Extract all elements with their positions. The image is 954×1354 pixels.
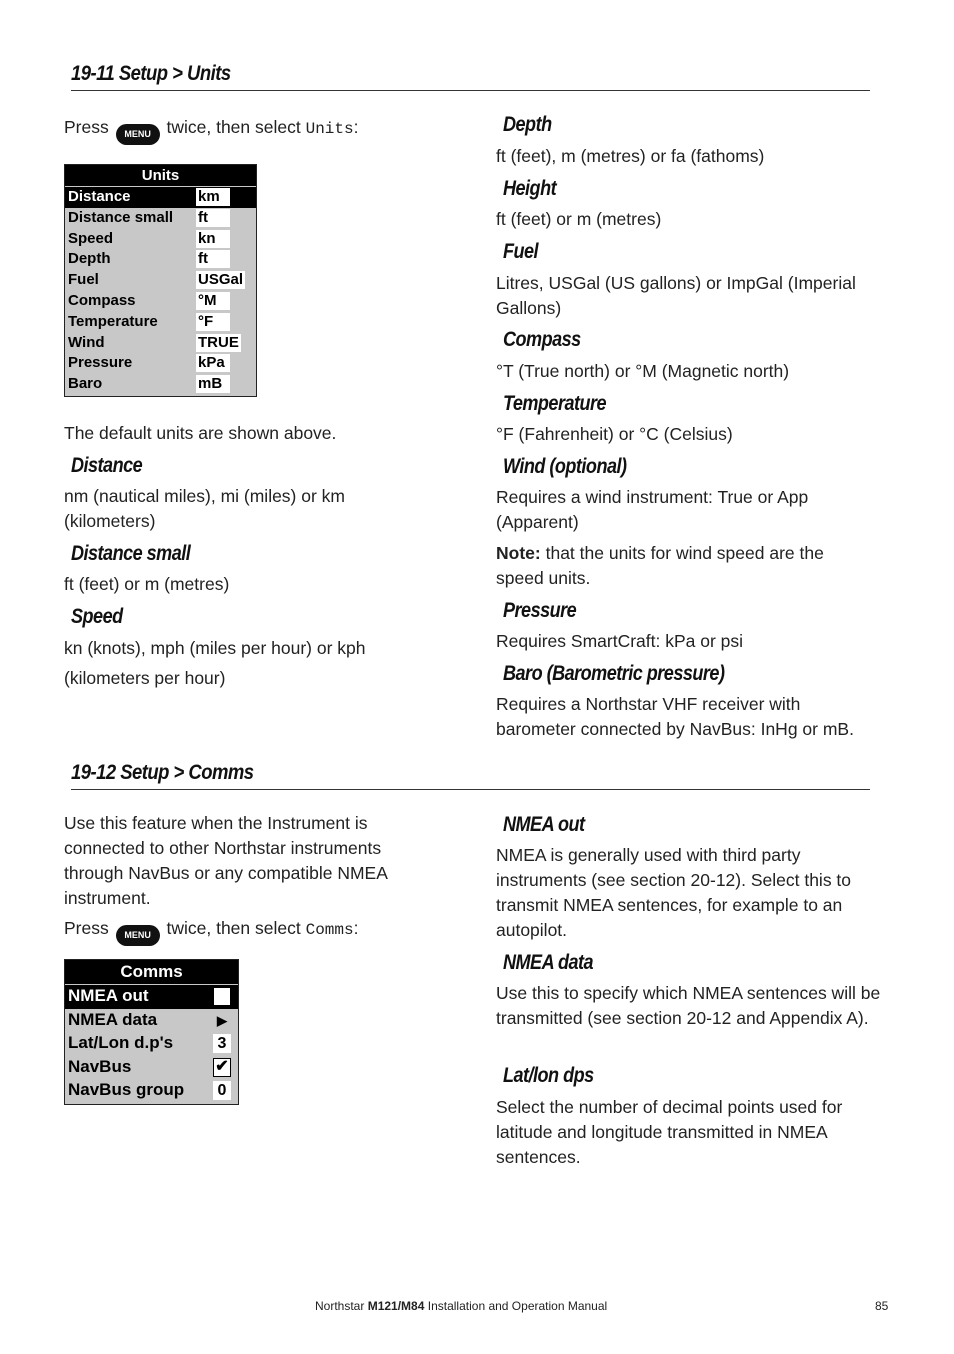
comms-row[interactable]: [65, 1009, 238, 1033]
units-row[interactable]: [65, 249, 256, 270]
press-text: Press: [64, 117, 109, 137]
footer-manual: Installation and Operation Manual: [427, 1299, 608, 1313]
baro-heading: Baro (Barometric pressure): [503, 662, 725, 685]
wind-heading: Wind (optional): [503, 455, 627, 478]
compass-heading: Compass: [503, 328, 581, 351]
comms-row-label: NavBus: [68, 1056, 132, 1076]
units-row-value: kn: [196, 230, 230, 248]
units-row-label: Speed: [68, 229, 114, 247]
comms-screen-header: Comms: [65, 960, 238, 985]
units-screen: [64, 164, 257, 397]
speed-text-line1: kn (knots), mph (miles per hour) or kph: [64, 638, 366, 658]
units-screen-header: Units: [65, 165, 256, 187]
section-divider: [71, 90, 870, 91]
units-row[interactable]: [65, 374, 256, 395]
units-section-title: 19-11 Setup > Units: [71, 62, 231, 85]
comms-row[interactable]: [65, 1079, 238, 1103]
press-after-text: twice, then select: [166, 117, 301, 137]
units-row-label: Baro: [68, 375, 103, 393]
menu-key-icon: MENU: [116, 925, 160, 946]
page-number: 85: [875, 1299, 889, 1313]
latlon-heading: Lat/lon dps: [503, 1064, 594, 1087]
comms-row[interactable]: [65, 1056, 238, 1080]
latlon-text: Select the number of decimal points used for latitude and longitude transmitted in NMEA sentences.: [496, 1097, 843, 1167]
units-row[interactable]: [65, 229, 256, 250]
speed-text-line2: (kilometers per hour): [64, 668, 226, 688]
fuel-heading: Fuel: [503, 240, 539, 263]
comms-row[interactable]: [65, 1032, 238, 1056]
wind-text: Requires a wind instrument: True or App (Apparent): [496, 487, 809, 532]
fuel-text: Litres, USGal (US gallons) or ImpGal (Imperial Gallons): [496, 273, 856, 318]
comms-intro: Use this feature when the Instrument is connected to other Northstar instruments through NavBus or any compatible NMEA instrument.: [64, 813, 387, 908]
menu-key-icon: MENU: [116, 124, 160, 145]
wind-note-label: Note:: [496, 543, 541, 563]
depth-heading: Depth: [503, 113, 552, 136]
baro-text: Requires a Northstar VHF receiver with barometer connected by NavBus: InHg or mB.: [496, 694, 854, 739]
temperature-text: °F (Fahrenheit) or °C (Celsius): [496, 424, 733, 444]
units-row[interactable]: [65, 291, 256, 312]
compass-text: °T (True north) or °M (Magnetic north): [496, 361, 790, 381]
units-row-label: Compass: [68, 291, 136, 309]
distance-heading: Distance: [71, 454, 143, 477]
height-text: ft (feet) or m (metres): [496, 209, 662, 229]
comms-row[interactable]: [65, 985, 238, 1009]
units-row-label: Distance: [68, 188, 131, 205]
pressure-heading: Pressure: [503, 599, 577, 622]
nmea-data-heading: NMEA data: [503, 951, 594, 974]
units-row-label: Pressure: [68, 354, 133, 372]
chevron-right-icon[interactable]: ▶: [217, 1012, 227, 1028]
comms-press-instruction: [64, 916, 358, 946]
comms-section-title: 19-12 Setup > Comms: [71, 761, 254, 784]
depth-text: ft (feet), m (metres) or fa (fathoms): [496, 146, 765, 166]
footer-title: [315, 1299, 607, 1313]
value-field[interactable]: 0: [213, 1081, 231, 1100]
distance-text: nm (nautical miles), mi (miles) or km (kilometers): [64, 486, 345, 531]
units-row-value: USGal: [198, 271, 244, 289]
units-row[interactable]: [65, 270, 256, 291]
units-row-value: km: [196, 188, 230, 206]
press-item: Comms: [305, 921, 354, 939]
units-row[interactable]: [65, 312, 256, 333]
checkbox-icon[interactable]: [213, 987, 231, 1006]
press-text: Press: [64, 918, 109, 938]
comms-screen: [64, 959, 239, 1105]
press-end: :: [353, 918, 359, 938]
checkbox-icon[interactable]: ✔: [213, 1058, 231, 1077]
units-row-value: kPa: [196, 354, 230, 372]
units-row-label: Temperature: [68, 312, 158, 330]
comms-row-label: Lat/Lon d.p's: [68, 1033, 174, 1053]
wind-note-text: that the units for wind speed are the speed units.: [496, 543, 824, 588]
comms-row-label: NMEA out: [68, 986, 149, 1005]
distance-small-text: ft (feet) or m (metres): [64, 574, 230, 594]
wind-note: [496, 541, 856, 591]
default-units-note: The default units are shown above.: [64, 423, 337, 443]
units-press-instruction: [64, 115, 358, 145]
comms-row-label: NMEA data: [68, 1009, 158, 1029]
units-row-value: ft: [196, 209, 230, 227]
comms-row-label: NavBus group: [68, 1080, 185, 1100]
units-row-value: TRUE: [198, 333, 239, 351]
footer-brand: Northstar: [315, 1299, 365, 1313]
units-row-label: Fuel: [68, 271, 99, 289]
nmea-out-heading: NMEA out: [503, 813, 585, 836]
units-row[interactable]: [65, 208, 256, 229]
press-after-text: twice, then select: [166, 918, 301, 938]
units-row-label: Wind: [68, 333, 105, 351]
units-row-value: °F: [196, 313, 230, 331]
nmea-out-text: NMEA is generally used with third party instruments (see section 20-12). Select this to transmit NMEA sentences, for example to an autopilot.: [496, 845, 852, 940]
units-row[interactable]: [65, 333, 256, 354]
distance-small-heading: Distance small: [71, 542, 191, 565]
units-row-value: ft: [196, 250, 230, 268]
units-row-value: mB: [196, 375, 230, 393]
units-row-label: Distance small: [68, 208, 174, 226]
units-row[interactable]: [65, 187, 256, 208]
press-item: Units: [305, 120, 354, 138]
footer-model: M121/M84: [367, 1299, 425, 1313]
temperature-heading: Temperature: [503, 392, 607, 415]
section-divider: [71, 789, 870, 790]
speed-heading: Speed: [71, 605, 123, 628]
height-heading: Height: [503, 177, 557, 200]
units-row[interactable]: [65, 353, 256, 374]
value-field[interactable]: 3: [213, 1034, 231, 1053]
units-row-label: Depth: [68, 250, 111, 268]
nmea-data-text: Use this to specify which NMEA sentences will be transmitted (see section 20-12 and Appendix A).: [496, 983, 881, 1028]
press-end: :: [353, 117, 359, 137]
units-row-value: °M: [196, 292, 230, 310]
pressure-text: Requires SmartCraft: kPa or psi: [496, 631, 744, 651]
